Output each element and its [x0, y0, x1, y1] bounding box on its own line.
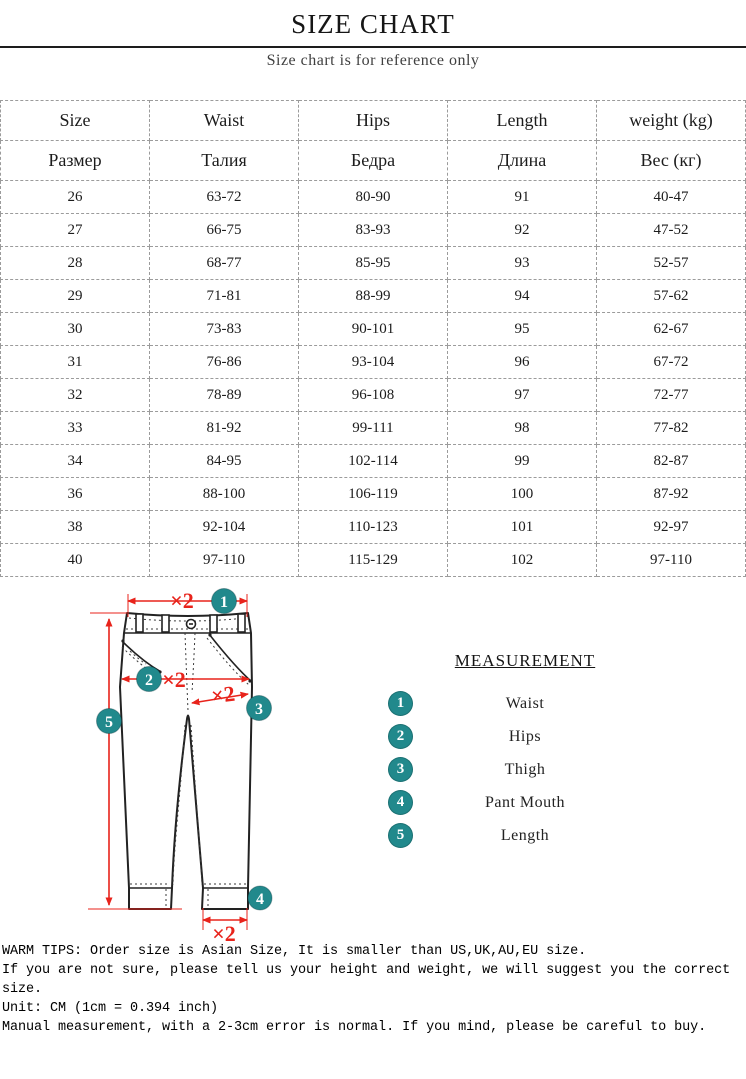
table-cell: 96: [448, 346, 597, 379]
marker-4-number: 4: [256, 891, 264, 908]
table-cell: 88-99: [299, 280, 448, 313]
table-cell: 97-110: [597, 544, 746, 577]
size-table-header: [1, 101, 746, 181]
pants-diagram: [58, 575, 413, 955]
marker-2-number: 2: [145, 672, 153, 689]
table-cell: 52-57: [597, 247, 746, 280]
table-cell: 76-86: [150, 346, 299, 379]
header-divider: [0, 46, 746, 48]
column-header-ru: Бедра: [299, 141, 448, 181]
measure-label: Thigh: [504, 761, 546, 778]
pant-mouth-times-label: ×2: [212, 921, 236, 946]
column-header-ru: Длина: [448, 141, 597, 181]
marker-5-number: 5: [105, 714, 113, 731]
table-row: [1, 379, 746, 412]
table-cell: 77-82: [597, 412, 746, 445]
column-header-ru: Талия: [150, 141, 299, 181]
size-table-body: [1, 181, 746, 577]
table-cell: 62-67: [597, 313, 746, 346]
table-cell: 38: [1, 511, 150, 544]
tip-line: If you are not sure, please tell us your height and weight, we will suggest you the correct: [2, 963, 731, 978]
table-cell: 96-108: [299, 379, 448, 412]
column-header-en: Size: [1, 101, 150, 141]
table-cell: 57-62: [597, 280, 746, 313]
table-row: [1, 346, 746, 379]
table-cell: 26: [1, 181, 150, 214]
table-cell: 110-123: [299, 511, 448, 544]
table-cell: 97-110: [150, 544, 299, 577]
table-cell: 40-47: [597, 181, 746, 214]
table-cell: 101: [448, 511, 597, 544]
table-cell: 71-81: [150, 280, 299, 313]
table-cell: 63-72: [150, 181, 299, 214]
table-cell: 84-95: [150, 445, 299, 478]
table-cell: 34: [1, 445, 150, 478]
table-row: [1, 181, 746, 214]
table-cell: 94: [448, 280, 597, 313]
table-cell: 27: [1, 214, 150, 247]
measure-number-badge: 2: [388, 724, 413, 749]
table-cell: 93-104: [299, 346, 448, 379]
legend-heading: MEASUREMENT: [454, 651, 596, 670]
hips-times-label: ×2: [162, 667, 186, 692]
table-cell: 91: [448, 181, 597, 214]
table-cell: 66-75: [150, 214, 299, 247]
measurement-legend: [380, 651, 670, 853]
measure-label: Hips: [508, 728, 542, 745]
table-cell: 73-83: [150, 313, 299, 346]
table-cell: 98: [448, 412, 597, 445]
thigh-times-label: ×2: [209, 680, 237, 709]
page-subtitle: Size chart is for reference only: [266, 52, 480, 69]
table-cell: 92-97: [597, 511, 746, 544]
table-cell: 80-90: [299, 181, 448, 214]
table-cell: 106-119: [299, 478, 448, 511]
table-row: [1, 544, 746, 577]
legend-item: [380, 721, 670, 754]
legend-item: [380, 787, 670, 820]
table-row: [1, 478, 746, 511]
table-row: [1, 247, 746, 280]
waist-times-label: ×2: [170, 588, 194, 613]
table-cell: 68-77: [150, 247, 299, 280]
marker-1-number: 1: [220, 594, 228, 611]
table-cell: 93: [448, 247, 597, 280]
table-cell: 36: [1, 478, 150, 511]
table-cell: 99-111: [299, 412, 448, 445]
tip-line: Unit: CM (1cm = 0.394 inch): [2, 1001, 219, 1016]
legend-items: [380, 688, 670, 853]
measure-label: Waist: [505, 695, 545, 712]
table-cell: 88-100: [150, 478, 299, 511]
measure-number-badge: 4: [388, 790, 413, 815]
column-header-en: Waist: [150, 101, 299, 141]
table-cell: 100: [448, 478, 597, 511]
pants-drawing: [120, 613, 252, 909]
table-cell: 28: [1, 247, 150, 280]
table-cell: 67-72: [597, 346, 746, 379]
table-cell: 115-129: [299, 544, 448, 577]
table-cell: 92: [448, 214, 597, 247]
table-cell: 31: [1, 346, 150, 379]
table-cell: 87-92: [597, 478, 746, 511]
table-cell: 85-95: [299, 247, 448, 280]
column-header-ru: Размер: [1, 141, 150, 181]
table-cell: 72-77: [597, 379, 746, 412]
table-cell: 92-104: [150, 511, 299, 544]
legend-item: [380, 754, 670, 787]
column-header-ru: Вес (кг): [597, 141, 746, 181]
measure-label: Pant Mouth: [484, 794, 566, 811]
table-cell: 90-101: [299, 313, 448, 346]
tip-line: WARM TIPS: Order size is Asian Size, It is smaller than US,UK,AU,EU size.: [2, 944, 587, 959]
marker-3-number: 3: [255, 701, 263, 718]
table-row: [1, 280, 746, 313]
waist-measure-arrow: [128, 588, 247, 617]
table-cell: 29: [1, 280, 150, 313]
table-cell: 97: [448, 379, 597, 412]
table-cell: 78-89: [150, 379, 299, 412]
table-cell: 30: [1, 313, 150, 346]
size-chart-table: [0, 100, 746, 577]
table-row: [1, 214, 746, 247]
table-header-row-en: [1, 101, 746, 141]
table-cell: 83-93: [299, 214, 448, 247]
table-cell: 32: [1, 379, 150, 412]
measure-label: Length: [500, 827, 550, 844]
table-cell: 95: [448, 313, 597, 346]
table-cell: 99: [448, 445, 597, 478]
table-header-row-ru: [1, 141, 746, 181]
legend-item: [380, 688, 670, 721]
measure-number-badge: 5: [388, 823, 413, 848]
table-row: [1, 445, 746, 478]
page-title: SIZE CHART: [291, 9, 455, 39]
table-cell: 102: [448, 544, 597, 577]
column-header-en: weight (kg): [597, 101, 746, 141]
tip-line: size.: [2, 982, 43, 997]
table-cell: 102-114: [299, 445, 448, 478]
tips: [2, 942, 746, 1037]
table-cell: 81-92: [150, 412, 299, 445]
table-cell: 33: [1, 412, 150, 445]
measure-number-badge: 1: [388, 691, 413, 716]
measure-number-badge: 3: [388, 757, 413, 782]
column-header-en: Hips: [299, 101, 448, 141]
table-cell: 47-52: [597, 214, 746, 247]
table-row: [1, 313, 746, 346]
table-row: [1, 511, 746, 544]
tip-line: Manual measurement, with a 2-3cm error is normal. If you mind, please be careful to buy.: [2, 1020, 707, 1035]
table-row: [1, 412, 746, 445]
table-cell: 82-87: [597, 445, 746, 478]
legend-item: [380, 820, 670, 853]
table-cell: 40: [1, 544, 150, 577]
column-header-en: Length: [448, 101, 597, 141]
